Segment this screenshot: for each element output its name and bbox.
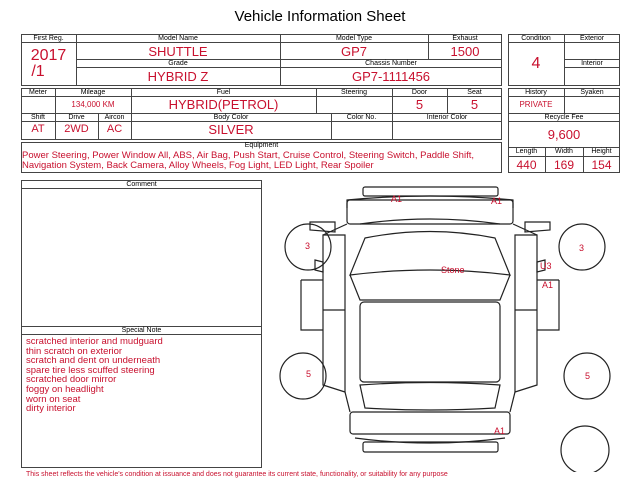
mark-right-front: U3 [540, 261, 552, 271]
seat-value: 5 [470, 97, 479, 112]
comment-label: Comment [126, 181, 157, 188]
car-damage-diagram [265, 180, 625, 472]
mark-rear: A1 [494, 426, 506, 436]
exterior-label: Exterior [579, 35, 605, 42]
interior-label: Interior [581, 60, 603, 67]
height-label: Height [591, 148, 612, 155]
length-label: Length [515, 148, 538, 155]
width-label: Width [555, 148, 573, 155]
body-color-value: SILVER [208, 122, 254, 137]
special-note-item: scratch and dent on underneath [26, 355, 161, 367]
recycle-fee-label: Recycle Fee [544, 114, 584, 121]
aircon-value: AC [106, 123, 123, 135]
special-note-item: thin scratch on exterior [26, 345, 123, 357]
mark-hood: Stone [441, 265, 465, 275]
grade-value: HYBRID Z [147, 69, 209, 84]
mark-wheel-front-right: 3 [579, 243, 585, 253]
mark-wheel-rear-left: 5 [306, 369, 312, 379]
condition-value: 4 [531, 55, 541, 72]
special-note-item: dirty interior [26, 403, 76, 415]
chassis-number-label: Chassis Number [365, 60, 417, 67]
recycle-fee-value: 9,600 [547, 127, 581, 142]
special-note-item: worn on seat [26, 393, 81, 405]
chassis-number-value: GP7-1111456 [351, 69, 431, 84]
mileage-label: Mileage [80, 89, 106, 96]
exhaust-value: 1500 [450, 44, 480, 59]
drive-label: Drive [68, 114, 85, 121]
aircon-label: Aircon [104, 114, 125, 121]
syaken-label: Syaken [580, 89, 604, 96]
steering-label: Steering [340, 89, 368, 96]
door-label: Door [411, 89, 428, 96]
meter-label: Meter [29, 89, 47, 96]
history-value: PRIVATE [519, 100, 553, 109]
first-reg-year: 2017 [30, 47, 67, 64]
mark-front-right: A1 [491, 196, 503, 206]
history-label: History [525, 89, 547, 96]
exhaust-label: Exhaust [452, 35, 478, 42]
length-value: 440 [516, 158, 537, 172]
mileage-value: 134,000 KM [71, 100, 115, 109]
first-reg-label: First Reg. [33, 35, 64, 42]
grade-label: Grade [168, 60, 188, 67]
model-type-value: GP7 [340, 44, 367, 59]
shift-value: AT [31, 123, 45, 135]
height-value: 154 [591, 158, 612, 172]
interior-color-label: Interior Color [426, 114, 468, 121]
door-value: 5 [415, 97, 424, 112]
drive-value: 2WD [64, 123, 89, 135]
model-name-label: Model Name [158, 35, 198, 42]
mark-right-side: A1 [542, 280, 554, 290]
special-note-item: foggy on headlight [26, 384, 104, 395]
model-type-label: Model Type [335, 35, 373, 42]
special-note-item: spare tire less scuffed steering [26, 364, 155, 376]
fuel-label: Fuel [216, 89, 231, 96]
condition-label: Condition [521, 35, 551, 42]
mark-front-left: A1 [391, 194, 403, 204]
mark-wheel-rear-right: 5 [585, 371, 591, 381]
color-no-label: Color No. [346, 114, 377, 121]
shift-label: Shift [30, 114, 45, 121]
spare-wheel [561, 426, 609, 472]
equipment-list: Power Steering, Power Window All, ABS, Air Bag, Push Start, Cruise Control, Steering Switch, Paddle Shift, Navigation System, Back Camera, Alloy Wheels, Fog Light, LED Light, Rear Spoiler [22, 150, 474, 171]
special-note-item: scratched door mirror [26, 374, 117, 386]
first-reg-month: /1 [31, 63, 45, 80]
body-color-label: Body Color [213, 114, 249, 121]
seat-label: Seat [467, 89, 482, 96]
width-value: 169 [553, 158, 575, 172]
page-title: Vehicle Information Sheet [234, 8, 406, 25]
mark-wheel-front-left: 3 [305, 241, 311, 251]
special-note-label: Special Note [121, 327, 162, 334]
disclaimer-footer: This sheet reflects the vehicle's condition at issuance and does not guarantee its current state, functionality, or suitability for any purpose [26, 471, 448, 478]
comment-box [21, 180, 262, 327]
wheel-rear-left [280, 353, 326, 399]
special-note-item: scratched interior and mudguard [26, 336, 163, 347]
equipment-label: Equipment [244, 142, 279, 149]
fuel-value: HYBRID(PETROL) [168, 97, 279, 112]
model-name-value: SHUTTLE [148, 44, 208, 59]
